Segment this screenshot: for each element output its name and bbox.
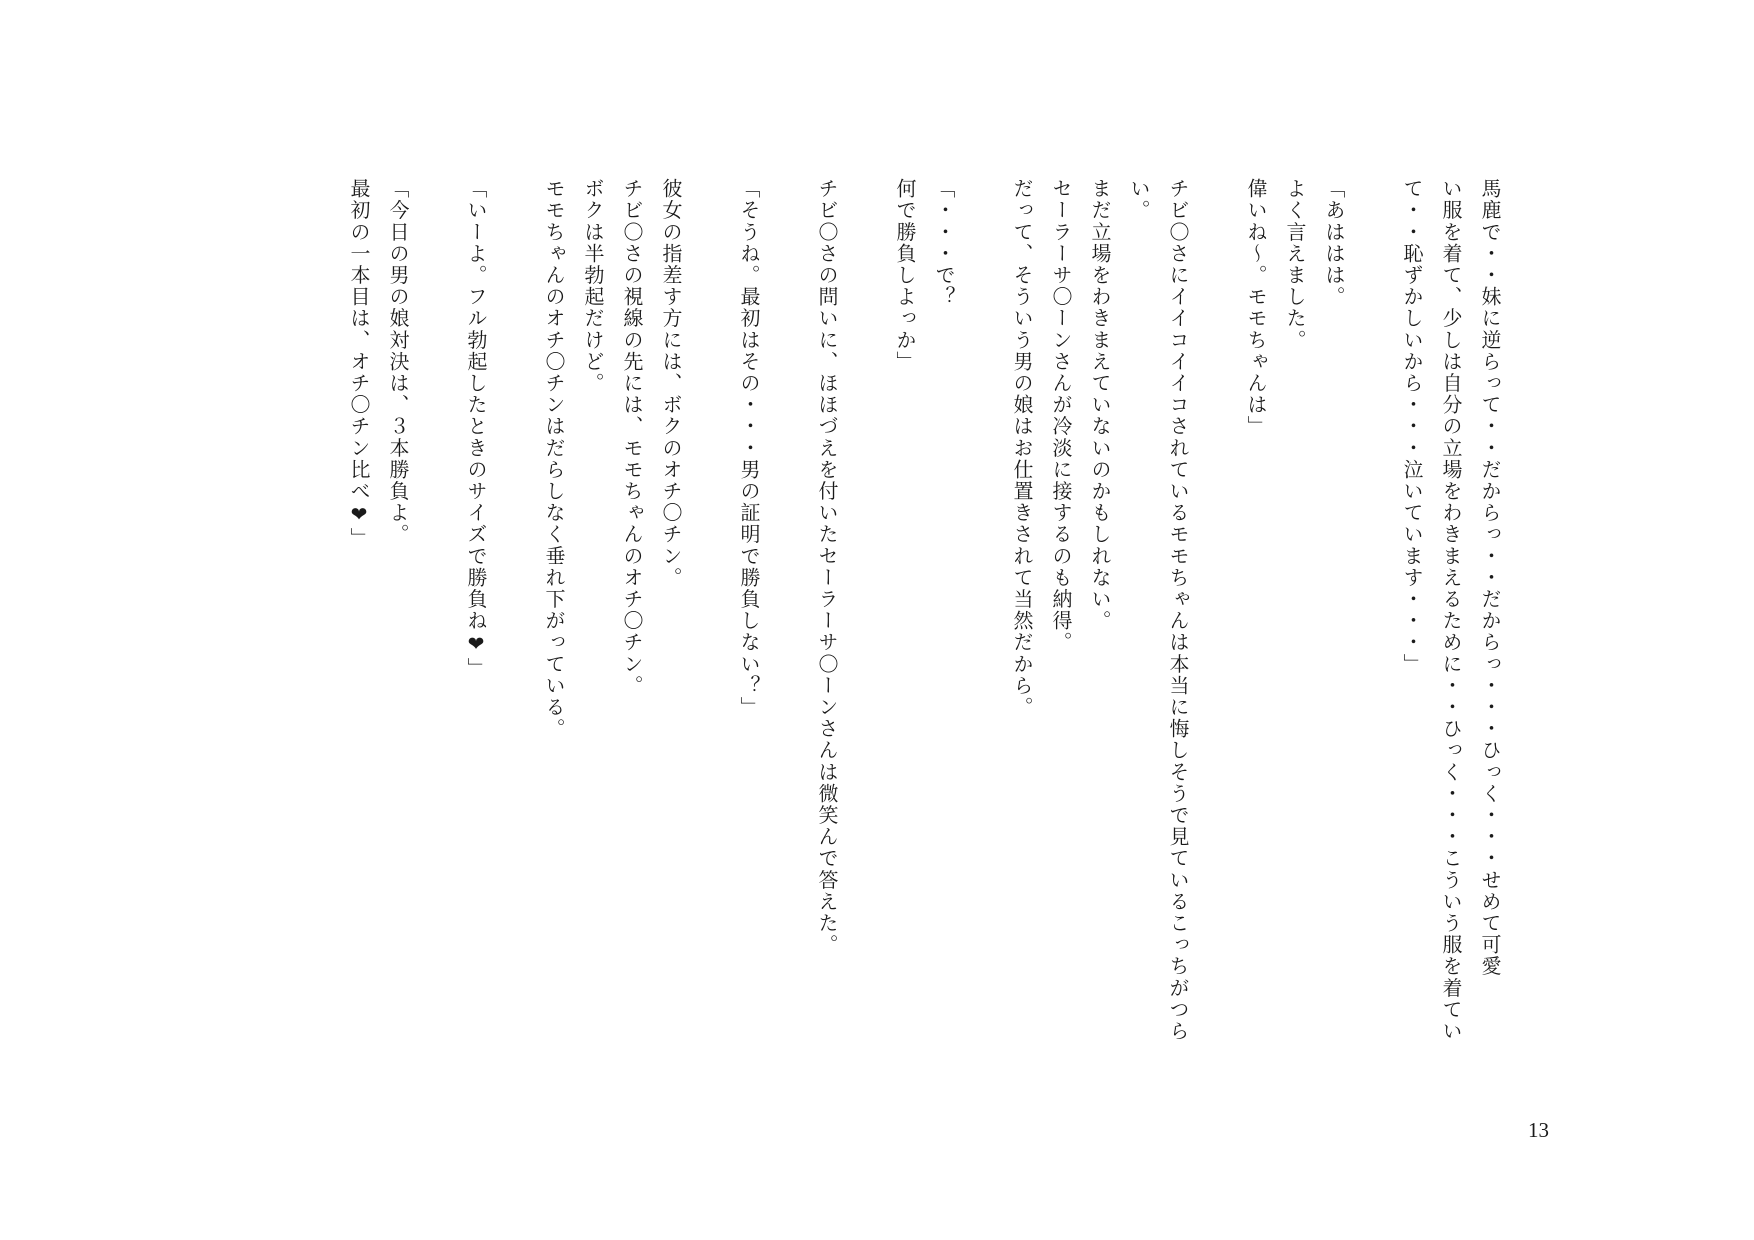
page-number: 13 <box>1528 1118 1549 1142</box>
text-line: 「今日の男の娘対決は、３本勝負よ。 <box>386 178 410 546</box>
text-line: 「あははは。 <box>1322 178 1346 308</box>
text-line: チビ〇さの視線の先には、モモちゃんのオチ〇チン。 <box>620 178 644 697</box>
text-line: まだ立場をわきまえていないのかもしれない。 <box>1088 178 1112 632</box>
text-line: よく言えました。 <box>1283 178 1307 351</box>
text-line: だって、そういう男の娘はお仕置きされて当然だから。 <box>1010 178 1034 718</box>
text-line: 偉いね〜。モモちゃんは」 <box>1244 178 1268 438</box>
paragraph-gap <box>846 178 885 1078</box>
text-line: ボクは半勃起だけど。 <box>581 178 605 394</box>
paragraph-gap <box>768 178 807 1078</box>
text-line: チビ〇さにイイコイイコされているモモちゃんは本当に悔しそうで見ているこっちがつら <box>1166 178 1190 1042</box>
text-line: 馬鹿で・・妹に逆らって・・だからっ・・だからっ・・・ひっく・・・せめて可愛 <box>1478 178 1502 978</box>
paragraph-gap <box>1353 178 1392 1078</box>
text-line: 彼女の指差す方には、ボクのオチ〇チン。 <box>659 178 683 589</box>
text-line: 何で勝負しよっか」 <box>893 178 917 373</box>
paragraph-gap <box>1197 178 1236 1078</box>
text-line: チビ〇さの問いに、ほほづえを付いたセーラーサ〇ーンさんは微笑んで答えた。 <box>815 178 839 956</box>
text-line: 「・・・で？ <box>932 178 956 308</box>
vertical-text-body <box>339 178 1509 1078</box>
text-line: い服を着て、少しは自分の立場をわきまえるために・・ひっく・・・こういう服を着てい <box>1439 178 1463 1042</box>
text-line: モモちゃんのオチ〇チンはだらしなく垂れ下がっている。 <box>542 178 566 740</box>
paragraph-gap <box>690 178 729 1078</box>
text-line: 「そうね。最初はその・・・男の証明で勝負しない？」 <box>737 178 761 718</box>
text-line: セーラーサ〇ーンさんが冷淡に接するのも納得。 <box>1049 178 1073 654</box>
paragraph-gap <box>963 178 1002 1078</box>
text-line: 最初の一本目は、オチ〇チン比べ❤」 <box>347 178 371 550</box>
text-line: 「いーよ。フル勃起したときのサイズで勝負ね❤」 <box>464 178 488 679</box>
paragraph-gap <box>417 178 456 1078</box>
text-line: て・・恥ずかしいから・・・泣いています・・・」 <box>1400 178 1424 675</box>
text-line: い。 <box>1127 178 1151 222</box>
paragraph-gap <box>495 178 534 1078</box>
